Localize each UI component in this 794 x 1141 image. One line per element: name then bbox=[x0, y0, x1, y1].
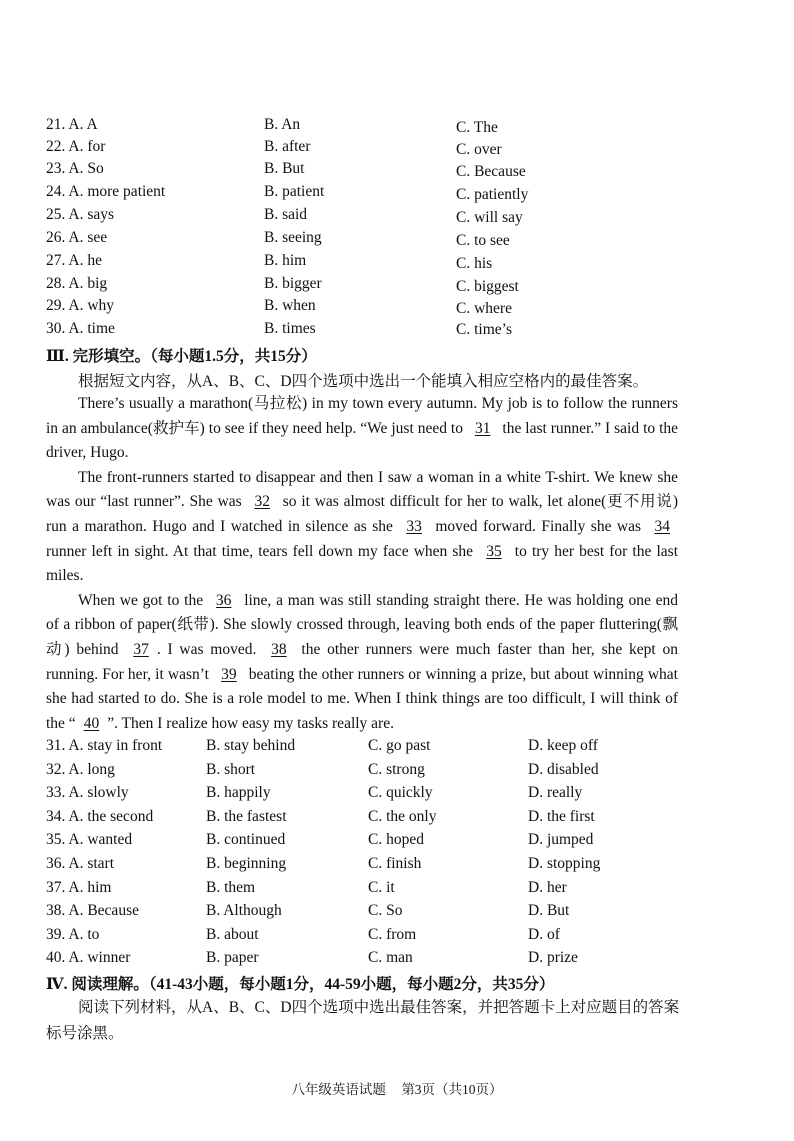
blank-33: 33 bbox=[406, 517, 422, 535]
option-row-38: 38. A. Because B. Although C. So D. But bbox=[46, 902, 570, 919]
blank-32: 32 bbox=[254, 493, 270, 511]
cloze-passage bbox=[46, 392, 678, 736]
blank-38: 38 bbox=[271, 640, 287, 658]
passage-paragraph-1: There’s usually a marathon(马拉松) in my town every autumn. My job is to follow the runners in an ambulance(救护车) to see if they need help. “We just need to 31 the last runner.” I said to the driver, Hugo. bbox=[46, 395, 679, 462]
blank-37: 37 bbox=[133, 640, 149, 658]
option-row-26: 26. A. see B. seeing C. to see bbox=[46, 229, 510, 249]
option-row-25: 25. A. says B. said C. will say bbox=[46, 206, 523, 226]
section-3-instruction: 根据短文内容，从A、B、C、D四个选项中选出一个能填入相应空格内的最佳答案。 bbox=[78, 373, 649, 390]
option-row-33: 33. A. slowly B. happily C. quickly D. really bbox=[46, 784, 583, 801]
blank-34: 34 bbox=[654, 517, 670, 535]
option-row-23: 23. A. So B. But C. Because bbox=[46, 160, 526, 180]
option-row-37: 37. A. him B. them C. it D. her bbox=[46, 879, 567, 896]
option-row-34: 34. A. the second B. the fastest C. the only D. the first bbox=[46, 808, 595, 825]
page-footer bbox=[0, 1078, 794, 1098]
blank-31: 31 bbox=[474, 419, 491, 437]
option-row-24: 24. A. more patient B. patient C. patiently bbox=[46, 183, 529, 203]
option-row-40: 40. A. winner B. paper C. man D. prize bbox=[46, 949, 578, 966]
option-row-32: 32. A. long B. short C. strong D. disabled bbox=[46, 761, 599, 778]
option-row-28: 28. A. big B. bigger C. biggest bbox=[46, 275, 519, 295]
section-3-heading: Ⅲ. 完形填空。（每小题1.5分，共15分） bbox=[46, 348, 317, 365]
section-4-heading: Ⅳ. 阅读理解。（41-43小题，每小题1分，44-59小题，每小题2分，共35分） bbox=[46, 976, 555, 993]
footer-subject: 八年级英语试题 bbox=[291, 1082, 386, 1097]
option-row-30: 30. A. time B. times C. time’s bbox=[46, 320, 512, 338]
option-row-27: 27. A. he B. him C. his bbox=[46, 252, 493, 272]
option-row-21: 21. A. A B. An C. The bbox=[46, 116, 498, 136]
section-4-instruction: 阅读下列材料，从A、B、C、D四个选项中选出最佳答案，并把答题卡上对应题目的答案标号涂黑。 bbox=[46, 999, 680, 1042]
blank-35: 35 bbox=[486, 542, 502, 560]
blank-40: 40 bbox=[83, 714, 100, 732]
footer-page-number: 第3页（共10页） bbox=[401, 1082, 503, 1097]
option-row-31: 31. A. stay in front B. stay behind C. go past D. keep off bbox=[46, 737, 598, 754]
option-row-39: 39. A. to B. about C. from D. of bbox=[46, 926, 560, 943]
option-row-29: 29. A. why B. when C. where bbox=[46, 297, 512, 317]
blank-39: 39 bbox=[221, 665, 237, 683]
option-row-35: 35. A. wanted B. continued C. hoped D. jumped bbox=[46, 831, 594, 848]
passage-paragraph-2: The front-runners started to disappear and then I saw a woman in a white T-shirt. We knew she was our “last runner”. She was 32 so it was almost difficult for her to walk, let alone(更不用说) run a marathon. Hugo and I watched in silence as she 33 moved forward. Finally she was 34 runner left in sight. At that time, tears fell down my face when she 35 to try her best for the last miles. bbox=[46, 468, 678, 585]
option-row-36: 36. A. start B. beginning C. finish D. stopping bbox=[46, 855, 601, 872]
option-row-22: 22. A. for B. after C. over bbox=[46, 138, 502, 158]
passage-paragraph-3: When we got to the 36 line, a man was still standing straight there. He was holding one end of a ribbon of paper(纸带). She slowly crossed through, leaving both ends of the paper fluttering(飘动) behind 37 . I was moved. 38 the other runners were much faster than her, she kept on running. For her, it wasn’t 39 beating the other runners or winning a prize, but about winning what she had started to do. She is a role model to me. When I think things are too difficult, I will think of the “ 40 ”. Then I realize how easy my tasks really are. bbox=[46, 589, 678, 737]
blank-36: 36 bbox=[215, 591, 232, 609]
